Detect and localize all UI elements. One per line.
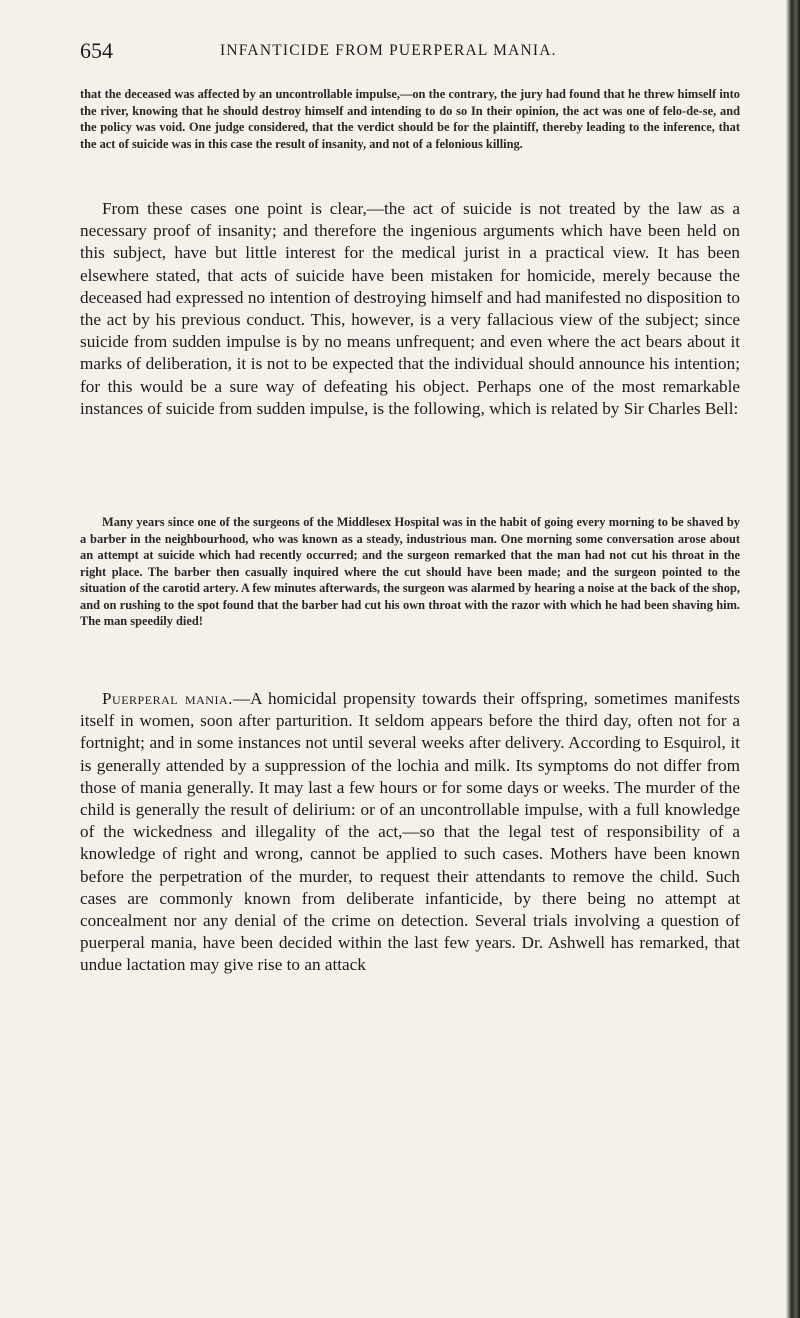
paragraph-text [80,688,740,977]
running-head: INFANTICIDE FROM PUERPERAL MANIA. [220,42,557,59]
section-heading: Puerperal mania. [102,689,233,708]
paragraph-case-conclusion [80,86,740,152]
paragraph-text: Many years since one of the surgeons of the Middlesex Hospital was in the habit of going every morning to be shaved by a barber in the neighbourhood, who was known as a steady, industrious man. One morning some conversation arose about an attempt at suicide which had recently occurred; and the surgeon remarked that the man had not cut his throat in the right place. The barber then casually inquired where the cut should have been made; and the surgeon pointed to the situation of the carotid artery. A few minutes afterwards, the surgeon was alarmed by hearing a noise at the back of the shop, and on rushing to the spot found that the barber had cut his own throat with the razor with which he had been shaving him. The man speedily died! [80,515,740,628]
page-number: 654 [80,38,113,63]
page-edge-shadow [786,0,800,1318]
paragraph-text: that the deceased was affected by an uncontrollable impulse,—on the contrary, the jury had found that he threw himself into the river, knowing that he should destroy himself and intending to do so In their opinion, the act was one of felo-de-se, and the policy was void. One judge considered, that the verdict should be for the plaintiff, thereby leading to the inference, that the act of suicide was in this case the result of insanity, and not of a felonious killing. [80,87,740,151]
paragraph-puerperal-mania [80,688,740,977]
paragraph-suicide-discussion [80,198,740,420]
page-header [80,38,735,68]
section-body: —A homicidal propensity towards their offspring, sometimes manifests itself in women, soon after parturition. It seldom appears before the third day, often not for a fortnight; and in some instances not until several weeks after delivery. According to Esquirol, it is generally attended by a suppression of the lochia and milk. Its symptoms do not differ from those of mania generally. It may last a few hours or for some days or weeks. The murder of the child is generally the result of delirium: or of an uncontrollable impulse, with a full knowledge of the wickedness and illegality of the act,—so that the legal test of responsibility of a knowledge of right and wrong, cannot be applied to such cases. Mothers have been known before the perpetration of the murder, to request their attendants to remove the child. Such cases are commonly known from deliberate infanticide, by there being no attempt at concealment nor any denial of the crime on detection. Several trials involving a question of puerperal mania, have been decided within the last few years. Dr. Ashwell has remarked, that undue lactation may give rise to an attack [80,689,740,975]
paragraph-text: From these cases one point is clear,—the act of suicide is not treated by the law as a necessary proof of insanity; and therefore the ingenious arguments which have been held on this subject, have but little interest for the medical jurist in a practical view. It has been elsewhere stated, that acts of suicide have been mistaken for homicide, merely because the deceased had expressed no intention of destroying himself and had manifested no disposition to the act by his previous conduct. This, however, is a very fallacious view of the subject; since suicide from sudden impulse is by no means unfrequent; and even where the act bears about it marks of deliberation, it is not to be expected that the individual should announce his intention; for this would be a sure way of defeating his object. Perhaps one of the most remarkable instances of suicide from sudden impulse, is the following, which is related by Sir Charles Bell: [80,199,740,418]
paragraph-barber-anecdote [80,514,740,630]
